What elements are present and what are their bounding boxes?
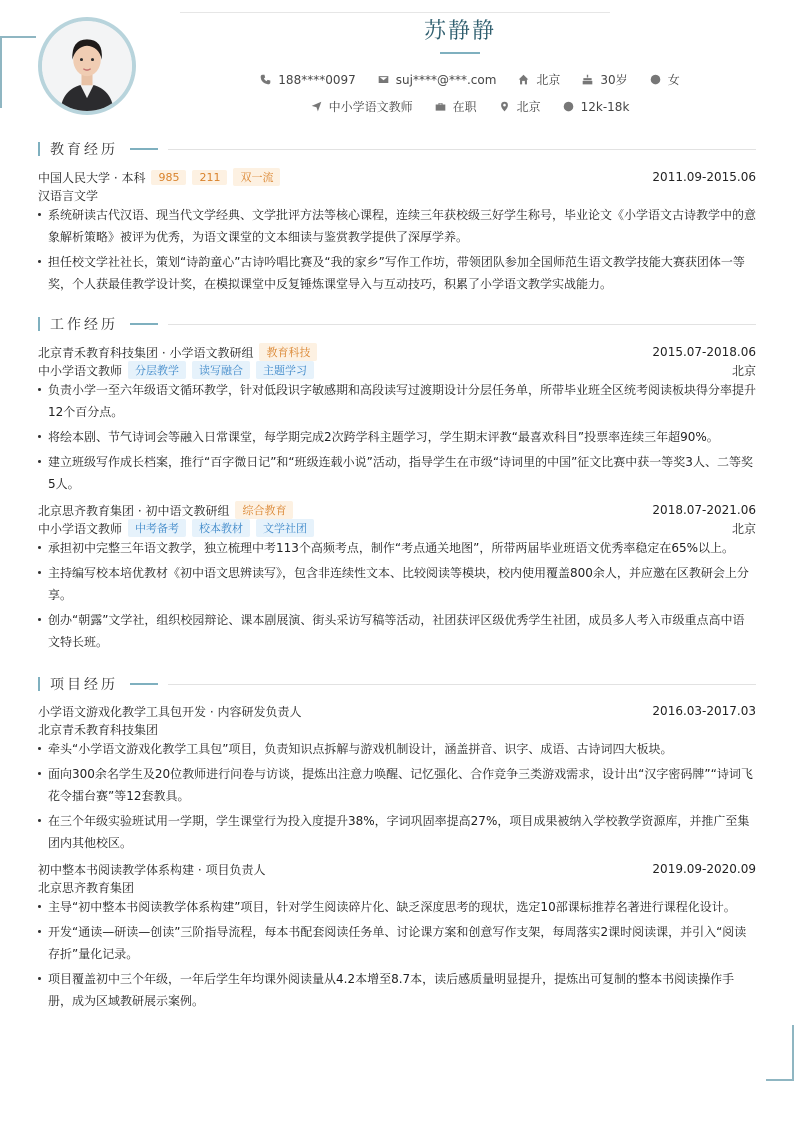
bullet-item: 将绘本剧、节气诗词会等融入日常课堂，每学期完成2次跨学科主题学习，学生期末评教“最喜欢科目”投票率连续三年超90%。 — [38, 426, 756, 448]
bullet-item: 承担初中完整三年语文教学，独立梳理中考113个高频考点，制作“考点通关地图”，所带两届毕业班语文优秀率稳定在65%以上。 — [38, 537, 756, 559]
intent-status — [435, 98, 477, 115]
position-tag: 分层教学 — [128, 361, 186, 379]
home-icon — [518, 74, 529, 85]
project-date: 2019.09-2020.09 — [652, 862, 756, 876]
intent-salary — [563, 98, 630, 115]
education-bullets — [38, 204, 756, 298]
job-date: 2015.07-2018.06 — [652, 345, 756, 359]
project-bullets — [38, 896, 756, 1015]
project-org-row — [38, 720, 756, 738]
section-title-text: 教育经历 — [50, 142, 118, 158]
project-date: 2016.03-2017.03 — [652, 704, 756, 718]
intent-status-text: 在职 — [452, 100, 477, 114]
bullet-item: 担任校文学社社长，策划“诗韵童心”古诗吟唱比赛及“我的家乡”写作工作坊，带领团队参加全国师范生语文教学技能大赛获团体一等奖，个人获最佳教学设计奖，在模拟课堂中反复锤炼课堂导入与互动技巧，积累了小学语文教学实战能力。 — [38, 251, 756, 295]
bullet-item: 负责小学一至六年级语文循环教学，针对低段识字敏感期和高段读写过渡期设计分层任务单，所带毕业班全区统考阅读板块得分率提升12个百分点。 — [38, 379, 756, 423]
intent-salary-text: 12k-18k — [580, 99, 630, 114]
major: 汉语言文学 — [38, 188, 99, 203]
project-org: 北京思齐教育集团 — [38, 880, 135, 895]
contact-row — [140, 71, 794, 88]
position-tag: 中考备考 — [128, 519, 186, 537]
job-position: 中小学语文教师 — [38, 363, 123, 378]
project-name: 小学语文游戏化教学工具包开发 · 内容研发负责人 — [38, 704, 302, 719]
corner-decoration-bottom-right — [766, 1025, 794, 1081]
job-date: 2018.07-2021.06 — [652, 503, 756, 517]
gender-text: 女 — [667, 73, 680, 87]
school-name: 中国人民大学 · 本科 — [38, 170, 146, 185]
section-title-text: 工作经历 — [50, 317, 118, 333]
profile-photo — [42, 21, 132, 111]
intent-position-text: 中小学语文教师 — [328, 100, 413, 114]
position-tag: 主题学习 — [256, 361, 314, 379]
company-tag: 综合教育 — [235, 501, 293, 519]
contact-home — [518, 71, 560, 88]
project-org-row — [38, 878, 756, 896]
position-tag: 读写融合 — [192, 361, 250, 379]
bullet-item: 系统研读古代汉语、现当代文学经典、文学批评方法等核心课程，连续三年获校级三好学生称号，毕业论文《小学语文古诗教学中的意象解析策略》被评为优秀，为语文课堂的文本细读与鉴赏教学提供了深厚学养。 — [38, 204, 756, 248]
money-icon — [563, 101, 574, 112]
section-divider — [168, 149, 756, 150]
contact-age — [582, 71, 627, 88]
job-bullets — [38, 537, 756, 656]
position-tag: 文学社团 — [256, 519, 314, 537]
education-major-row — [38, 186, 756, 204]
project-header — [38, 860, 756, 878]
section-accent-line — [130, 683, 158, 685]
section-work — [38, 315, 756, 333]
job-header — [38, 343, 756, 361]
top-divider — [180, 12, 610, 13]
bullet-item: 建立班级写作成长档案，推行“百字微日记”和“班级连载小说”活动，指导学生在市级“诗词里的中国”征文比赛中获一等奖3人、二等奖5人。 — [38, 451, 756, 495]
section-bar — [38, 142, 40, 156]
corner-decoration-top-left — [0, 36, 36, 108]
name-underline — [440, 52, 480, 54]
bullet-item: 主持编写校本培优教材《初中语文思辨读写》，包含非连续性文本、比较阅读等模块，校内使用覆盖800余人，并应邀在区教研会上分享。 — [38, 562, 756, 606]
education-date: 2011.09-2015.06 — [652, 170, 756, 184]
home-text: 北京 — [536, 73, 561, 87]
education-header — [38, 168, 756, 186]
mail-icon — [378, 74, 389, 85]
briefcase-icon — [435, 101, 446, 112]
section-education — [38, 140, 756, 158]
bullet-item: 开发“通读—研读—创读”三阶指导流程，每本书配套阅读任务单、讨论课方案和创意写作支架，每周落实2课时阅读课，并引入“阅读存折”量化记录。 — [38, 921, 756, 965]
section-projects — [38, 675, 756, 693]
project-org: 北京青禾教育科技集团 — [38, 722, 159, 737]
school-tag: 211 — [192, 170, 227, 185]
job-position: 中小学语文教师 — [38, 521, 123, 536]
send-icon — [311, 101, 322, 112]
location-icon — [499, 101, 510, 112]
intent-city — [499, 98, 541, 115]
section-divider — [168, 324, 756, 325]
candidate-name: 苏静静 — [423, 19, 496, 44]
job-header — [38, 501, 756, 519]
contact-email — [378, 71, 497, 88]
bullet-item: 在三个年级实验班试用一学期，学生课堂行为投入度提升38%，字词巩固率提高27%，项目成果被纳入学校教学资源库，并推广至集团内其他校区。 — [38, 810, 756, 854]
section-bar — [38, 677, 40, 691]
job-city: 北京 — [731, 521, 756, 536]
contact-gender — [650, 71, 680, 88]
bullet-item: 牵头“小学语文游戏化教学工具包”项目，负责知识点拆解与游戏机制设计，涵盖拼音、识字、成语、古诗词四大板块。 — [38, 738, 756, 760]
section-bar — [38, 317, 40, 331]
company-name: 北京思齐教育集团 · 初中语文教研组 — [38, 503, 230, 518]
bullet-item: 创办“朝露”文学社，组织校园辩论、课本剧展演、街头采访写稿等活动，社团获评区级优秀学生社团，成员多人考入市级重点高中语文特长班。 — [38, 609, 756, 653]
school-tag: 985 — [151, 170, 186, 185]
project-name: 初中整本书阅读教学体系构建 · 项目负责人 — [38, 862, 266, 877]
school-tag: 双一流 — [233, 168, 280, 186]
cake-icon — [582, 74, 593, 85]
avatar — [38, 17, 136, 115]
age-text: 30岁 — [600, 73, 628, 87]
job-position-row — [38, 361, 756, 379]
project-header — [38, 702, 756, 720]
job-city: 北京 — [731, 363, 756, 378]
bullet-item: 项目覆盖初中三个年级，一年后学生年均课外阅读量从4.2本增至8.7本，读后感质量明显提升，提炼出可复制的整本书阅读操作手册，成为区域教研展示案例。 — [38, 968, 756, 1012]
section-accent-line — [130, 323, 158, 325]
gender-icon — [650, 74, 661, 85]
project-bullets — [38, 738, 756, 857]
company-name: 北京青禾教育科技集团 · 小学语文教研组 — [38, 345, 254, 360]
position-tag: 校本教材 — [192, 519, 250, 537]
bullet-item: 主导“初中整本书阅读教学体系构建”项目，针对学生阅读碎片化、缺乏深度思考的现状，选定10部课标推荐名著进行课程化设计。 — [38, 896, 756, 918]
job-bullets — [38, 379, 756, 498]
phone-text: 188****0097 — [278, 72, 356, 87]
section-divider — [168, 684, 756, 685]
phone-icon — [260, 74, 271, 85]
intent-position — [311, 98, 413, 115]
email-text: suj****@***.com — [395, 72, 497, 87]
section-accent-line — [130, 148, 158, 150]
intent-city-text: 北京 — [516, 100, 541, 114]
section-title-text: 项目经历 — [50, 677, 118, 693]
company-tag: 教育科技 — [259, 343, 317, 361]
bullet-item: 面向300余名学生及20位教师进行问卷与访谈，提炼出注意力唤醒、记忆强化、合作竞争三类游戏需求，设计出“汉字密码牌”“诗词飞花令擂台赛”等12套教具。 — [38, 763, 756, 807]
job-position-row — [38, 519, 756, 537]
intent-row — [140, 98, 794, 115]
contact-phone — [260, 71, 355, 88]
